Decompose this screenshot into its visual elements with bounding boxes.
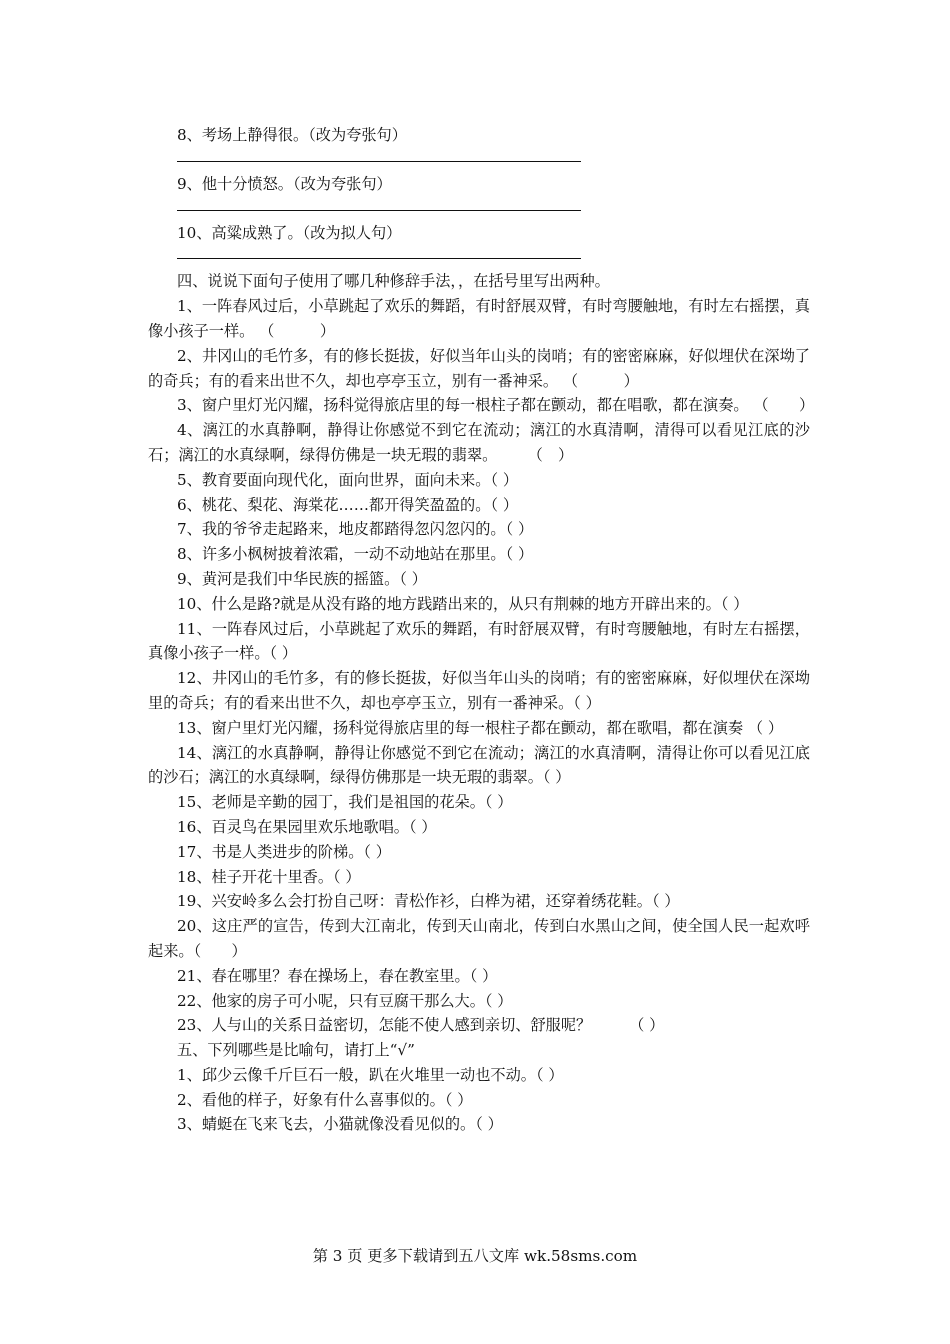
list-item: 22、他家的房子可小呢，只有豆腐干那么大。（ ） bbox=[177, 991, 513, 1010]
list-item: 8、许多小枫树披着浓霜，一动不动地站在那里。（ ） bbox=[177, 545, 534, 564]
list-item: 10、什么是路?就是从没有路的地方践踏出来的，从只有荆棘的地方开辟出来的。（ ） bbox=[177, 594, 749, 613]
rewrite-item-9: 9、他十分愤怒。（改为夸张句） bbox=[177, 174, 392, 193]
list-item: 12、井冈山的毛竹多，有的修长挺拔，好似当年山头的岗哨；有的密密麻麻，好似埋伏在深坳里的奇兵；有的看来出世不久，却也亭亭玉立，别有一番神采。（ ） bbox=[148, 669, 810, 712]
answer-line bbox=[177, 210, 581, 211]
rewrite-item-10: 10、高粱成熟了。（改为拟人句） bbox=[177, 223, 402, 242]
list-item: 19、兴安岭多么会打扮自己呀：青松作衫，白桦为裙，还穿着绣花鞋。（ ） bbox=[177, 892, 680, 911]
list-item: 13、窗户里灯光闪耀，扬科觉得旅店里的每一根柱子都在颤动，都在歌唱，都在演奏 （ ） bbox=[177, 718, 784, 737]
list-item: 2、井冈山的毛竹多，有的修长挺拔，好似当年山头的岗哨；有的密密麻麻，好似埋伏在深坳了的奇兵；有的看来出世不久，却也亭亭玉立，别有一番神采。 （ ） bbox=[148, 346, 810, 390]
list-item: 3、窗户里灯光闪耀，扬科觉得旅店里的每一根柱子都在颤动，都在唱歌，都在演奏。 （ ） bbox=[177, 396, 815, 415]
answer-line bbox=[177, 161, 581, 162]
list-item: 18、桂子开花十里香。（ ） bbox=[177, 867, 361, 886]
list-item: 1、一阵春风过后，小草跳起了欢乐的舞蹈，有时舒展双臂，有时弯腰触地，有时左右摇摆，真像小孩子一样。 （ ） bbox=[148, 297, 810, 340]
list-item: 14、漓江的水真静啊，静得让你感觉不到它在流动；漓江的水真清啊，清得让你可以看见江底的沙石；漓江的水真绿啊，绿得仿佛那是一块无瑕的翡翠。（ ） bbox=[148, 743, 810, 787]
list-item: 4、漓江的水真静啊，静得让你感觉不到它在流动；漓江的水真清啊，清得可以看见江底的沙石；漓江的水真绿啊，绿得仿佛是一块无瑕的翡翠。 （ ） bbox=[148, 421, 810, 464]
list-item: 15、老师是辛勤的园丁，我们是祖国的花朵。（ ） bbox=[177, 793, 513, 812]
list-item: 16、百灵鸟在果园里欢乐地歌唱。（ ） bbox=[177, 817, 437, 836]
section5-heading: 五、下列哪些是比喻句，请打上“√” bbox=[177, 1041, 415, 1060]
list-item: 5、教育要面向现代化，面向世界，面向未来。（ ） bbox=[177, 470, 519, 489]
list-item: 9、黄河是我们中华民族的摇篮。（ ） bbox=[177, 569, 427, 588]
list-item: 6、桃花、梨花、海棠花……都开得笑盈盈的。（ ） bbox=[177, 495, 519, 514]
answer-line bbox=[177, 258, 581, 259]
section4-heading: 四、说说下面句子使用了哪几种修辞手法，，在括号里写出两种。 bbox=[177, 272, 610, 291]
rewrite-item-8: 8、考场上静得很。（改为夸张句） bbox=[177, 126, 407, 144]
list-item: 23、人与山的关系日益密切，怎能不使人感到亲切、舒服呢？ （ ） bbox=[177, 1016, 665, 1035]
list-item: 2、看他的样子，好象有什么喜事似的。（ ） bbox=[177, 1090, 473, 1109]
list-item: 21、春在哪里？春在操场上，春在教室里。（ ） bbox=[177, 966, 498, 985]
list-item: 17、书是人类进步的阶梯。（ ） bbox=[177, 842, 391, 861]
list-item: 7、我的爷爷走起路来，地皮都踏得忽闪忽闪的。（ ） bbox=[177, 520, 534, 539]
document-body bbox=[148, 123, 815, 1137]
list-item: 20、这庄严的宣告，传到大江南北，传到天山南北，传到白水黑山之间，使全国人民一起欢呼起来。（ ） bbox=[148, 917, 810, 960]
page-footer: 第 3 页 更多下载请到五八文库 wk.58sms.com bbox=[312, 1247, 638, 1265]
list-item: 1、邱少云像千斤巨石一般，趴在火堆里一动也不动。（ ） bbox=[177, 1065, 564, 1084]
list-item: 11、一阵春风过后，小草跳起了欢乐的舞蹈，有时舒展双臂，有时弯腰触地，有时左右摇摆，真像小孩子一样。（ ） bbox=[148, 619, 810, 663]
list-item: 3、蜻蜓在飞来飞去，小猫就像没看见似的。（ ） bbox=[177, 1115, 503, 1134]
